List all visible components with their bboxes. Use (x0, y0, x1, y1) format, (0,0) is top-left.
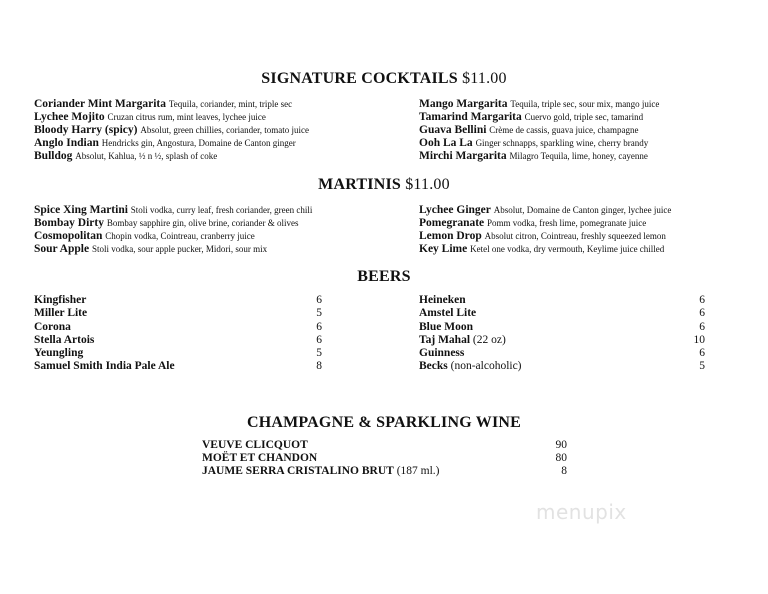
beer-price: 6 (699, 307, 705, 320)
beer-price: 5 (316, 347, 322, 360)
menu-item (419, 111, 659, 124)
item-description: Absolut, Kahlua, ½ n ½, splash of coke (75, 151, 218, 161)
martinis-heading (0, 176, 768, 194)
menu-item (419, 204, 671, 217)
beer-price: 6 (699, 347, 705, 360)
menu-item (419, 137, 659, 150)
beer-name: Corona (34, 320, 71, 333)
wine-note: (187 ml.) (393, 465, 440, 477)
menu-item (34, 111, 309, 124)
menu-item (34, 124, 309, 137)
signature-price: $11.00 (462, 70, 507, 87)
beer-name: Blue Moon (419, 320, 473, 333)
item-name: Tamarind Margarita (419, 111, 522, 123)
beer-price: 8 (316, 360, 322, 373)
item-name: Sour Apple (34, 243, 90, 255)
menu-item (419, 230, 671, 243)
signature-right-column (419, 98, 659, 163)
beer-name: Guinness (419, 347, 465, 360)
beer-name: Taj Mahal (419, 333, 471, 346)
beer-price: 6 (316, 294, 322, 306)
signature-cocktails-heading (0, 70, 768, 88)
item-name: Cosmopolitan (34, 230, 103, 242)
item-description: Absolut, Domaine de Canton ginger, lychee juice (493, 205, 672, 215)
beer-price: 10 (693, 333, 705, 346)
beer-row (34, 294, 322, 307)
beer-row (34, 307, 322, 320)
beers-heading (0, 268, 768, 286)
menu-item (419, 217, 671, 230)
beer-price: 6 (699, 320, 705, 333)
signature-title: SIGNATURE COCKTAILS (261, 70, 458, 87)
item-description: Stoli vodka, curry leaf, fresh coriander, green chili (130, 205, 313, 215)
item-name: Coriander Mint Margarita (34, 98, 167, 110)
item-description: Crème de cassis, guava juice, champagne (489, 125, 639, 135)
beer-row (419, 294, 705, 307)
menu-item (419, 150, 659, 163)
beer-row (419, 360, 705, 373)
beer-name: Samuel Smith India Pale Ale (34, 360, 175, 373)
beer-row (34, 334, 322, 347)
item-description: Tequila, triple sec, sour mix, mango juice (510, 99, 660, 109)
beer-row (419, 321, 705, 334)
beer-row (34, 360, 322, 373)
menu-item (34, 150, 309, 163)
item-name: Bombay Dirty (34, 217, 104, 229)
beer-name: Amstel Lite (419, 307, 477, 320)
item-description: Ketel one vodka, dry vermouth, Keylime juice chilled (470, 244, 665, 254)
item-name: Guava Bellini (419, 124, 487, 136)
beer-row (419, 334, 705, 347)
menupix-watermark: menupix (536, 500, 627, 524)
martinis-right-column (419, 204, 671, 256)
beer-name: Becks (419, 360, 448, 373)
beers-right-column (419, 294, 705, 374)
wine-price: 8 (561, 465, 567, 477)
item-description: Bombay sapphire gin, olive brine, coriander & olives (106, 218, 299, 228)
wine-price: 80 (555, 452, 567, 464)
beers-left-column (34, 294, 322, 374)
beer-name: Miller Lite (34, 307, 88, 320)
item-description: Absolut citron, Cointreau, freshly squeezed lemon (484, 231, 666, 241)
item-description: Ginger schnapps, sparkling wine, cherry brandy (475, 138, 649, 148)
beer-name: Kingfisher (34, 294, 87, 306)
item-description: Milagro Tequila, lime, honey, cayenne (509, 151, 648, 161)
item-description: Tequila, coriander, mint, triple sec (168, 99, 293, 109)
beer-price: 6 (316, 320, 322, 333)
item-name: Anglo Indian (34, 137, 99, 149)
beer-name: Stella Artois (34, 333, 95, 346)
beer-row (34, 321, 322, 334)
item-name: Lychee Mojito (34, 111, 105, 123)
beer-price: 5 (699, 360, 705, 373)
item-description: Stoli vodka, sour apple pucker, Midori, sour mix (91, 244, 268, 254)
item-description: Cuervo gold, triple sec, tamarind (524, 112, 644, 122)
menu-item (419, 243, 671, 256)
wine-row (202, 439, 567, 452)
item-name: Pomegranate (419, 217, 485, 229)
menu-item (419, 124, 659, 137)
wine-row (202, 465, 567, 478)
menu-item (34, 137, 309, 150)
beer-price: 6 (699, 294, 705, 306)
champagne-heading (0, 414, 768, 432)
beers-title: BEERS (357, 268, 411, 285)
menu-item (34, 217, 312, 230)
beer-row (419, 307, 705, 320)
wine-name: JAUME SERRA CRISTALINO BRUT (202, 465, 394, 477)
menu-item (34, 98, 309, 111)
item-description: Pomm vodka, fresh lime, pomegranate juice (487, 218, 647, 228)
signature-left-column (34, 98, 309, 163)
item-name: Mirchi Margarita (419, 150, 507, 162)
item-name: Bloody Harry (spicy) (34, 124, 138, 136)
martinis-price: $11.00 (405, 176, 450, 193)
wine-name: MOËT ET CHANDON (202, 452, 318, 464)
martinis-title: MARTINIS (318, 176, 401, 193)
beer-row (34, 347, 322, 360)
beer-price: 6 (316, 333, 322, 346)
beer-name: Heineken (419, 294, 466, 306)
beer-note: (non-alcoholic) (447, 360, 522, 373)
menu-item (419, 98, 659, 111)
champagne-title: CHAMPAGNE & SPARKLING WINE (246, 414, 522, 431)
champagne-list (202, 439, 567, 478)
martinis-left-column (34, 204, 312, 256)
item-name: Key Lime (419, 243, 468, 255)
item-description: Hendricks gin, Angostura, Domaine de Canton ginger (101, 138, 296, 148)
item-description: Absolut, green chillies, coriander, tomato juice (140, 125, 309, 135)
beer-price: 5 (316, 307, 322, 320)
item-name: Bulldog (34, 150, 73, 162)
item-name: Spice Xing Martini (34, 204, 128, 216)
item-name: Lemon Drop (419, 230, 482, 242)
item-description: Cruzan citrus rum, mint leaves, lychee juice (107, 112, 266, 122)
item-description: Chopin vodka, Cointreau, cranberry juice (105, 231, 255, 241)
menu-item (34, 204, 312, 217)
wine-name: VEUVE CLICQUOT (202, 439, 308, 451)
beer-row (419, 347, 705, 360)
beer-note: (22 oz) (470, 333, 506, 346)
wine-row (202, 452, 567, 465)
beer-name: Yeungling (34, 347, 84, 360)
item-name: Ooh La La (419, 137, 473, 149)
menu-item (34, 230, 312, 243)
wine-price: 90 (555, 439, 567, 451)
item-name: Mango Margarita (419, 98, 508, 110)
item-name: Lychee Ginger (419, 204, 491, 216)
menu-item (34, 243, 312, 256)
